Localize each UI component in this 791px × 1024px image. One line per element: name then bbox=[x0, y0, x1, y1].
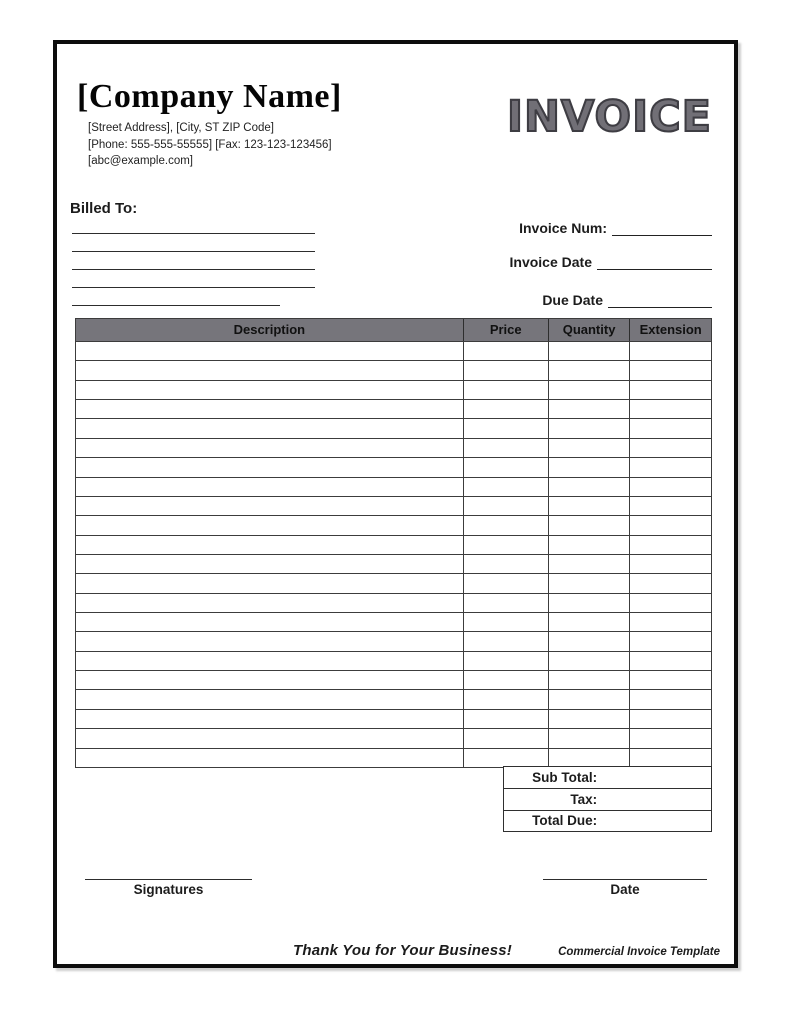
date-line[interactable] bbox=[543, 860, 707, 880]
table-cell-qty[interactable] bbox=[548, 632, 630, 650]
table-cell-qty[interactable] bbox=[548, 555, 630, 573]
invoice-title: INVOICE bbox=[507, 92, 712, 142]
table-cell-price[interactable] bbox=[463, 749, 548, 767]
table-cell-price[interactable] bbox=[463, 516, 548, 534]
table-cell-qty[interactable] bbox=[548, 749, 630, 767]
table-cell-desc[interactable] bbox=[76, 536, 463, 554]
billed-to-lines bbox=[72, 216, 315, 306]
table-cell-price[interactable] bbox=[463, 342, 548, 360]
subtotal-label: Sub Total: bbox=[532, 770, 598, 786]
table-row bbox=[76, 709, 711, 728]
invoice-date-label: Invoice Date bbox=[509, 254, 592, 270]
table-cell-price[interactable] bbox=[463, 555, 548, 573]
table-row bbox=[76, 438, 711, 457]
column-header-price: Price bbox=[463, 319, 548, 341]
invoice-page-frame bbox=[53, 40, 738, 968]
items-table-header bbox=[76, 319, 711, 341]
invoice-number-field[interactable] bbox=[612, 221, 712, 236]
table-cell-price[interactable] bbox=[463, 381, 548, 399]
company-phone-fax-line: [Phone: 555-555-55555] [Fax: 123-123-123456] bbox=[88, 138, 332, 151]
date-block bbox=[543, 860, 707, 897]
table-cell-price[interactable] bbox=[463, 478, 548, 496]
table-cell-qty[interactable] bbox=[548, 419, 630, 437]
table-row bbox=[76, 515, 711, 534]
table-cell-price[interactable] bbox=[463, 594, 548, 612]
table-cell-desc[interactable] bbox=[76, 749, 463, 767]
table-cell-desc[interactable] bbox=[76, 458, 463, 476]
table-row bbox=[76, 380, 711, 399]
due-date-label: Due Date bbox=[542, 292, 603, 308]
due-date-row bbox=[542, 290, 712, 310]
table-cell-price[interactable] bbox=[463, 574, 548, 592]
table-cell-ext[interactable] bbox=[629, 729, 711, 747]
invoice-date-field[interactable] bbox=[597, 255, 712, 270]
table-cell-price[interactable] bbox=[463, 710, 548, 728]
table-cell-price[interactable] bbox=[463, 536, 548, 554]
invoice-date-row bbox=[510, 252, 712, 272]
table-cell-price[interactable] bbox=[463, 652, 548, 670]
table-cell-desc[interactable] bbox=[76, 439, 463, 457]
tax-row bbox=[504, 788, 711, 809]
table-cell-ext[interactable] bbox=[629, 613, 711, 631]
table-row bbox=[76, 728, 711, 747]
items-table bbox=[75, 318, 712, 768]
billed-to-line[interactable] bbox=[72, 252, 315, 270]
table-cell-desc[interactable] bbox=[76, 729, 463, 747]
table-cell-price[interactable] bbox=[463, 632, 548, 650]
column-header-description: Description bbox=[233, 322, 306, 337]
table-cell-qty[interactable] bbox=[548, 671, 630, 689]
table-row bbox=[76, 341, 711, 360]
table-cell-desc[interactable] bbox=[76, 574, 463, 592]
table-cell-ext[interactable] bbox=[629, 478, 711, 496]
total-due-row bbox=[504, 810, 711, 831]
table-cell-desc[interactable] bbox=[76, 478, 463, 496]
table-cell-desc[interactable] bbox=[76, 361, 463, 379]
table-row bbox=[76, 573, 711, 592]
table-cell-price[interactable] bbox=[463, 613, 548, 631]
table-cell-ext[interactable] bbox=[629, 342, 711, 360]
table-cell-ext[interactable] bbox=[629, 381, 711, 399]
table-cell-ext[interactable] bbox=[629, 497, 711, 515]
table-cell-desc[interactable] bbox=[76, 652, 463, 670]
table-row bbox=[76, 631, 711, 650]
table-cell-desc[interactable] bbox=[76, 690, 463, 708]
billed-to-line[interactable] bbox=[72, 288, 280, 306]
table-row bbox=[76, 496, 711, 515]
table-cell-qty[interactable] bbox=[548, 536, 630, 554]
tax-label: Tax: bbox=[570, 791, 598, 807]
signature-line[interactable] bbox=[85, 860, 252, 880]
table-cell-desc[interactable] bbox=[76, 555, 463, 573]
table-cell-desc[interactable] bbox=[76, 516, 463, 534]
invoice-number-label: Invoice Num: bbox=[519, 220, 607, 236]
table-cell-ext[interactable] bbox=[629, 458, 711, 476]
table-cell-desc[interactable] bbox=[76, 497, 463, 515]
table-cell-qty[interactable] bbox=[548, 497, 630, 515]
table-cell-ext[interactable] bbox=[629, 574, 711, 592]
table-cell-ext[interactable] bbox=[629, 652, 711, 670]
table-cell-ext[interactable] bbox=[629, 690, 711, 708]
table-row bbox=[76, 670, 711, 689]
table-cell-desc[interactable] bbox=[76, 342, 463, 360]
table-cell-desc[interactable] bbox=[76, 613, 463, 631]
table-row bbox=[76, 477, 711, 496]
table-cell-qty[interactable] bbox=[548, 652, 630, 670]
company-name: [Company Name] bbox=[77, 78, 342, 115]
table-cell-qty[interactable] bbox=[548, 400, 630, 418]
table-row bbox=[76, 748, 711, 767]
table-cell-ext[interactable] bbox=[629, 632, 711, 650]
table-cell-desc[interactable] bbox=[76, 671, 463, 689]
column-header-extension: Extension bbox=[629, 319, 711, 341]
table-cell-qty[interactable] bbox=[548, 342, 630, 360]
subtotal-value[interactable] bbox=[597, 767, 711, 788]
billed-to-line[interactable] bbox=[72, 270, 315, 288]
table-row bbox=[76, 457, 711, 476]
table-cell-qty[interactable] bbox=[548, 574, 630, 592]
billed-to-label: Billed To: bbox=[70, 200, 138, 217]
due-date-field[interactable] bbox=[608, 293, 712, 308]
table-cell-ext[interactable] bbox=[629, 710, 711, 728]
table-cell-ext[interactable] bbox=[629, 400, 711, 418]
table-cell-qty[interactable] bbox=[548, 729, 630, 747]
table-row bbox=[76, 535, 711, 554]
table-cell-ext[interactable] bbox=[629, 419, 711, 437]
table-row bbox=[76, 689, 711, 708]
table-cell-qty[interactable] bbox=[548, 516, 630, 534]
table-cell-price[interactable] bbox=[463, 458, 548, 476]
table-cell-price[interactable] bbox=[463, 690, 548, 708]
company-address-block bbox=[88, 120, 332, 170]
table-row bbox=[76, 418, 711, 437]
table-cell-desc[interactable] bbox=[76, 419, 463, 437]
table-cell-qty[interactable] bbox=[548, 594, 630, 612]
table-cell-qty[interactable] bbox=[548, 690, 630, 708]
table-cell-price[interactable] bbox=[463, 497, 548, 515]
table-cell-ext[interactable] bbox=[629, 516, 711, 534]
table-cell-qty[interactable] bbox=[548, 458, 630, 476]
thank-you-note: Thank You for Your Business! bbox=[293, 942, 512, 959]
company-street-line: [Street Address], [City, ST ZIP Code] bbox=[88, 122, 274, 134]
table-cell-qty[interactable] bbox=[548, 361, 630, 379]
table-cell-ext[interactable] bbox=[629, 594, 711, 612]
column-header-quantity: Quantity bbox=[548, 319, 630, 341]
table-row bbox=[76, 612, 711, 631]
table-cell-ext[interactable] bbox=[629, 536, 711, 554]
table-cell-qty[interactable] bbox=[548, 439, 630, 457]
table-cell-price[interactable] bbox=[463, 729, 548, 747]
table-cell-price[interactable] bbox=[463, 671, 548, 689]
company-email-line: [abc@example.com] bbox=[88, 155, 193, 167]
invoice-number-row bbox=[519, 218, 712, 238]
table-cell-ext[interactable] bbox=[629, 361, 711, 379]
totals-box bbox=[503, 766, 712, 832]
table-cell-price[interactable] bbox=[463, 439, 548, 457]
billed-to-line[interactable] bbox=[72, 216, 315, 234]
table-cell-ext[interactable] bbox=[629, 671, 711, 689]
table-cell-qty[interactable] bbox=[548, 613, 630, 631]
table-cell-ext[interactable] bbox=[629, 555, 711, 573]
tax-value[interactable] bbox=[597, 789, 711, 809]
table-cell-ext[interactable] bbox=[629, 749, 711, 767]
table-cell-desc[interactable] bbox=[76, 710, 463, 728]
total-due-value[interactable] bbox=[597, 811, 711, 831]
table-cell-price[interactable] bbox=[463, 400, 548, 418]
signature-block bbox=[85, 860, 252, 897]
table-cell-desc[interactable] bbox=[76, 594, 463, 612]
table-cell-qty[interactable] bbox=[548, 710, 630, 728]
total-due-label: Total Due: bbox=[532, 813, 598, 829]
table-body bbox=[76, 341, 711, 767]
table-cell-qty[interactable] bbox=[548, 478, 630, 496]
table-row bbox=[76, 593, 711, 612]
table-cell-price[interactable] bbox=[463, 361, 548, 379]
billed-to-line[interactable] bbox=[72, 234, 315, 252]
subtotal-row bbox=[504, 767, 711, 788]
table-cell-ext[interactable] bbox=[629, 439, 711, 457]
table-row bbox=[76, 651, 711, 670]
signature-label: Signatures bbox=[133, 882, 204, 897]
table-cell-desc[interactable] bbox=[76, 400, 463, 418]
table-cell-qty[interactable] bbox=[548, 381, 630, 399]
table-cell-desc[interactable] bbox=[76, 381, 463, 399]
table-row bbox=[76, 399, 711, 418]
table-cell-desc[interactable] bbox=[76, 632, 463, 650]
template-name: Commercial Invoice Template bbox=[558, 946, 720, 958]
table-row bbox=[76, 360, 711, 379]
table-row bbox=[76, 554, 711, 573]
date-label: Date bbox=[610, 882, 640, 897]
table-cell-price[interactable] bbox=[463, 419, 548, 437]
